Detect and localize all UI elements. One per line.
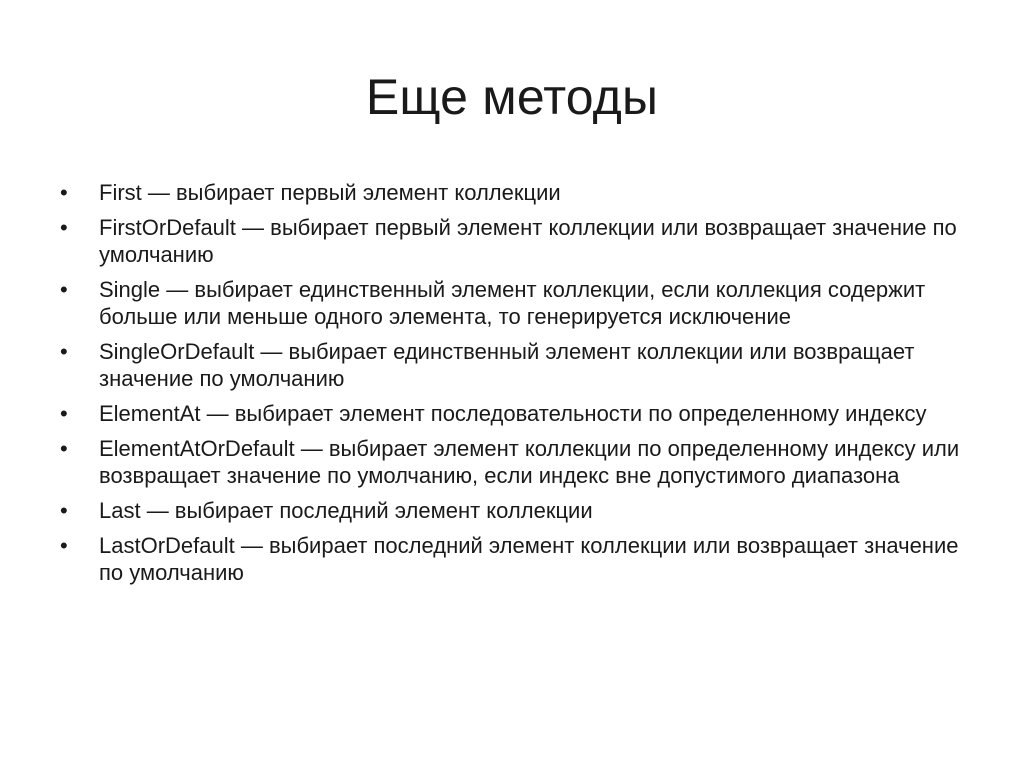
bullet-icon: •	[60, 215, 68, 240]
bullet-item-elementatordefault	[60, 435, 975, 489]
bullet-icon: •	[60, 180, 68, 205]
bullet-icon: •	[60, 401, 68, 426]
bullet-item-last	[60, 497, 975, 524]
slide-title: Еще методы	[365, 69, 659, 125]
bullet-text: Last — выбирает последний элемент коллекции	[99, 498, 593, 523]
bullet-text: LastOrDefault — выбирает последний элемент коллекции или возвращает значение по умолчанию	[99, 533, 959, 585]
bullet-text: ElementAtOrDefault — выбирает элемент коллекции по определенному индексу или возвращает значение по умолчанию, если индекс вне допустимого диапазона	[99, 436, 960, 488]
bullet-icon: •	[60, 277, 68, 302]
bullet-list	[60, 179, 975, 594]
bullet-item-firstordefault	[60, 214, 975, 268]
bullet-icon: •	[60, 533, 68, 558]
bullet-icon: •	[60, 436, 68, 461]
bullet-text: SingleOrDefault — выбирает единственный элемент коллекции или возвращает значение по умолчанию	[99, 339, 915, 391]
bullet-text: FirstOrDefault — выбирает первый элемент коллекции или возвращает значение по умолчанию	[99, 215, 957, 267]
bullet-item-singleordefault	[60, 338, 975, 392]
bullet-item-elementat	[60, 400, 975, 427]
bullet-icon: •	[60, 498, 68, 523]
bullet-icon: •	[60, 339, 68, 364]
bullet-item-first	[60, 179, 975, 206]
bullet-item-single	[60, 276, 975, 330]
bullet-text: ElementAt — выбирает элемент последовательности по определенному индексу	[99, 401, 927, 426]
bullet-item-lastordefault	[60, 532, 975, 586]
bullet-text: Single — выбирает единственный элемент коллекции, если коллекция содержит больше или меньше одного элемента, то генерируется исключение	[99, 277, 926, 329]
bullet-text: First — выбирает первый элемент коллекции	[99, 180, 561, 205]
